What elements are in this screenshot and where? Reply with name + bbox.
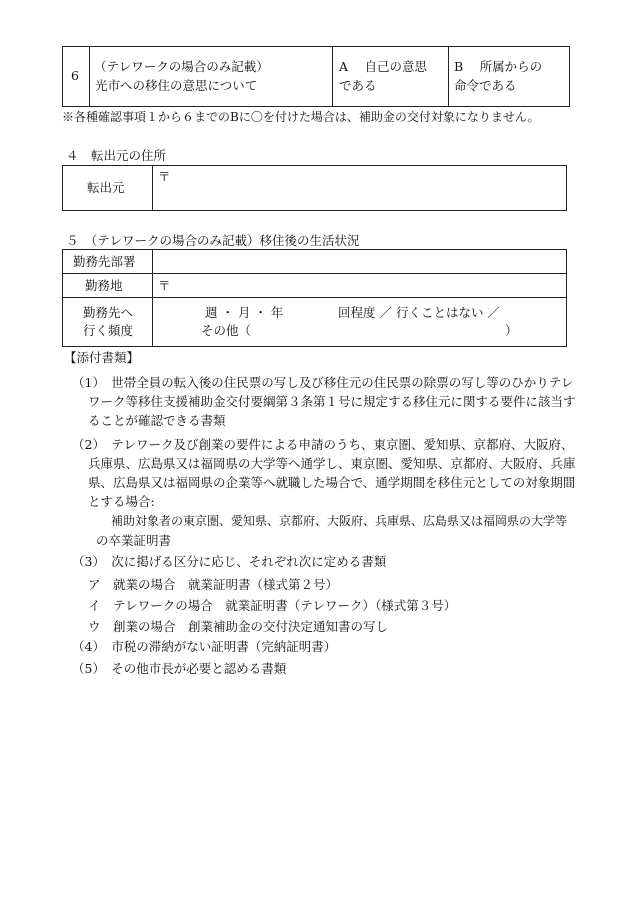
section4-heading: ４ 転出元の住所 [66,148,167,163]
attachment-item2-line2: 兵庫県、広島県又は福岡県の大学等へ通学し、東京圏、愛知県、京都府、大阪府、兵庫 [88,456,576,471]
item6-question-line2: 光市への移住の意思について [95,78,258,93]
item6-option-a-cell [333,47,449,107]
section5-table [62,249,567,347]
item6-option-a-line1: A 自己の意思 [339,59,428,74]
section4-label-cell [63,166,153,211]
section5-row1-label-cell [63,250,153,274]
section5-row3-label-cell [63,298,153,347]
item6-option-b-line2: 命令である [454,78,517,93]
section5-frequency-other-close: ） [505,323,518,338]
note-text: ※各種確認事項１から６までのBに〇を付けた場合は、補助金の交付対象になりません。 [62,110,540,124]
attachment-item1-line2: ワーク等移住支援補助金交付要綱第３条第１号に規定する移住元に関する要件に該当す [88,394,576,409]
section5-row2-postal-mark: 〒 [158,278,171,293]
item6-question-line1: （テレワークの場合のみ記載） [94,59,269,74]
section4-address-cell [153,166,567,211]
item6-option-a-line2: である [339,78,377,93]
attachment-item2-line5: 補助対象者の東京圏、愛知県、京都府、大阪府、兵庫県、広島県又は福岡県の大学等 [111,514,568,528]
attachment-item2-line4: とする場合: [88,494,155,509]
attachment-item3: （3） 次に掲げる区分に応じ、それぞれ次に定める書類 [72,554,387,569]
section4-table [62,165,567,211]
section5-row1-label: 勤務先部署 [73,254,136,269]
section5-frequency-units: 週 ・ 月 ・ 年 [205,305,284,320]
attachment-item3-a: ア 就業の場合 就業証明書（様式第２号） [88,577,339,592]
attachment-item2-line1: （2） テレワーク及び創業の要件による申請のうち、東京圏、愛知県、京都府、大阪府、 [72,437,574,452]
attachment-item1-line1: （1） 世帯全員の転入後の住民票の写し及び移住元の住民票の除票の写し等のひかりテレ [72,375,574,390]
item6-table [62,46,570,107]
section5-frequency-other: その他（ [201,323,252,338]
section5-row3-label-line2: 行く頻度 [83,323,134,338]
attachment-item4: （4） 市税の滞納がない証明書（完納証明書） [72,639,337,654]
attachment-item1-line3: ることが確認できる書類 [88,413,226,428]
attachment-item2-line3: 県、広島県又は福岡県の企業等へ就職した場合で、通学期間を移住元としての対象期間 [88,475,576,490]
attachment-item3-u: ウ 創業の場合 創業補助金の交付決定通知書の写し [88,619,389,634]
section5-row3-label-line1: 勤務先へ [83,305,134,320]
section5-heading: ５ （テレワークの場合のみ記載）移住後の生活状況 [66,233,360,248]
section5-row2-value-cell [153,274,567,298]
attachment-item3-i: イ テレワークの場合 就業証明書（テレワーク）（様式第３号） [88,598,457,613]
attachment-item2-line6: の卒業証明書 [96,533,172,548]
attachments-heading: 【添付書類】 [64,350,140,365]
item6-number: 6 [71,68,79,83]
section4-label: 転出元 [87,180,125,195]
section4-postal-mark: 〒 [158,169,171,184]
item6-number-cell [63,47,90,107]
section5-row1-value-cell [153,250,567,274]
section5-row2-label: 勤務地 [85,278,123,293]
item6-option-b-line1: B 所属からの [454,59,543,74]
section5-row3-value-cell [153,298,567,347]
section5-frequency-count: 回程度 ／ 行くことはない ／ [338,305,500,320]
section5-row2-label-cell [63,274,153,298]
item6-option-b-cell [449,47,570,107]
item6-question-cell [90,47,333,107]
attachment-item5: （5） その他市長が必要と認める書類 [72,661,287,676]
